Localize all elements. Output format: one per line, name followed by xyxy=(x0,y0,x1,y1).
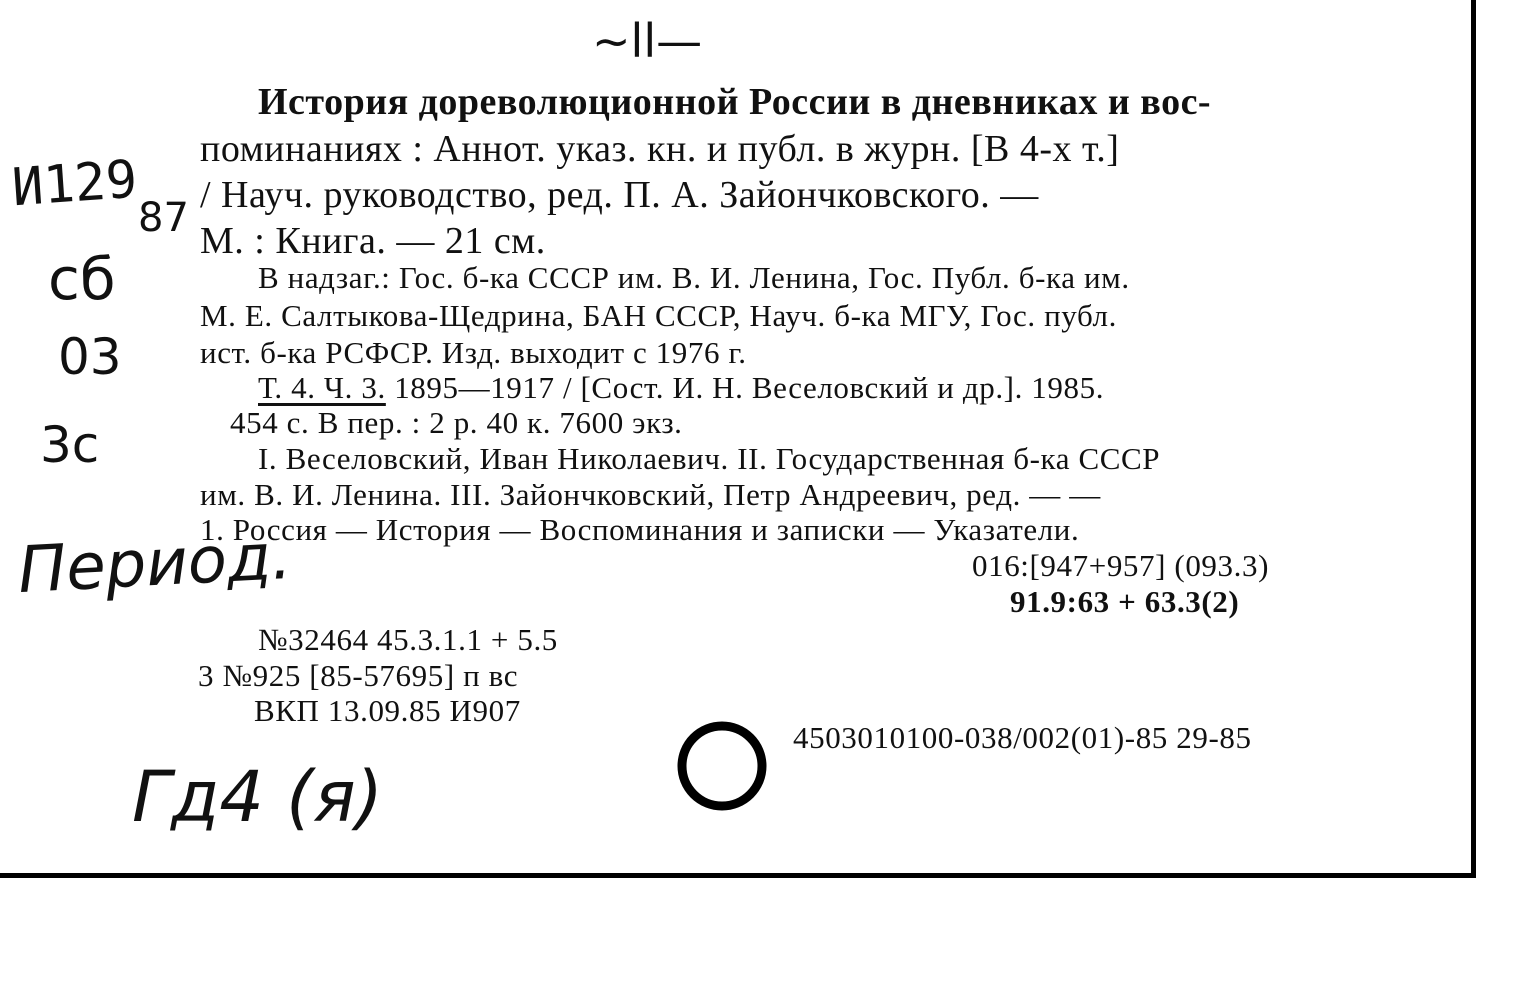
volume-rest: 1895—1917 / [Сост. И. Н. Веселовский и др.]. 1985. xyxy=(385,370,1105,405)
title-line-2: поминаниях : Аннот. указ. кн. и публ. в журн. [В 4-х т.] xyxy=(200,128,1120,170)
title-line-4: М. : Книга. — 21 см. xyxy=(200,220,546,262)
registration-line-2: 3 №925 [85-57695] п вс xyxy=(198,658,519,693)
title-line-1: История дореволюционной России в дневниках и вос- xyxy=(258,81,1212,123)
handwritten-call-number-sub: 87 xyxy=(138,195,189,241)
note-line-2: М. Е. Салтыкова-Щедрина, БАН СССР, Науч. б-ка МГУ, Гос. публ. xyxy=(200,298,1117,333)
registration-line-1: №32464 45.3.1.1 + 5.5 xyxy=(258,622,558,657)
handwritten-call-number: И129 xyxy=(10,149,140,219)
handwritten-03: 03 xyxy=(58,328,122,386)
registration-line-3: ВКП 13.09.85 И907 xyxy=(254,693,521,728)
handwritten-sb: сб xyxy=(48,245,116,313)
entry-line-1: I. Веселовский, Иван Николаевич. II. Государственная б-ка СССР xyxy=(258,441,1161,476)
title-line-3: / Науч. руководство, ред. П. А. Зайончковского. — xyxy=(200,174,1039,216)
udc-classification: 016:[947+957] (093.3) xyxy=(972,548,1269,583)
note-line-1: В надзаг.: Гос. б-ка СССР им. В. И. Ленина, Гос. Публ. б-ка им. xyxy=(258,260,1130,295)
control-code-line: 4503010100-038/002(01)-85 29-85 xyxy=(793,720,1252,755)
pages-line: 454 с. В пер. : 2 р. 40 к. 7600 экз. xyxy=(230,405,683,440)
volume-line xyxy=(258,372,1104,403)
punch-hole-circle xyxy=(674,716,774,816)
bbk-classification: 91.9:63 + 63.3(2) xyxy=(1010,584,1240,619)
entry-line-3: 1. Россия — История — Воспоминания и записки — Указатели. xyxy=(200,512,1080,547)
volume-part: Т. 4. Ч. 3. xyxy=(258,370,386,405)
handwritten-3s: 3с xyxy=(40,416,100,474)
handwritten-top-mark: ~ll— xyxy=(592,14,703,68)
handwritten-bottom-code: Гд4 (я) xyxy=(132,756,383,838)
handwritten-period: Период. xyxy=(16,519,294,609)
entry-line-2: им. В. И. Ленина. III. Зайончковский, Петр Андреевич, ред. — — xyxy=(200,477,1101,512)
note-line-3: ист. б-ка РСФСР. Изд. выходит с 1976 г. xyxy=(200,335,747,370)
